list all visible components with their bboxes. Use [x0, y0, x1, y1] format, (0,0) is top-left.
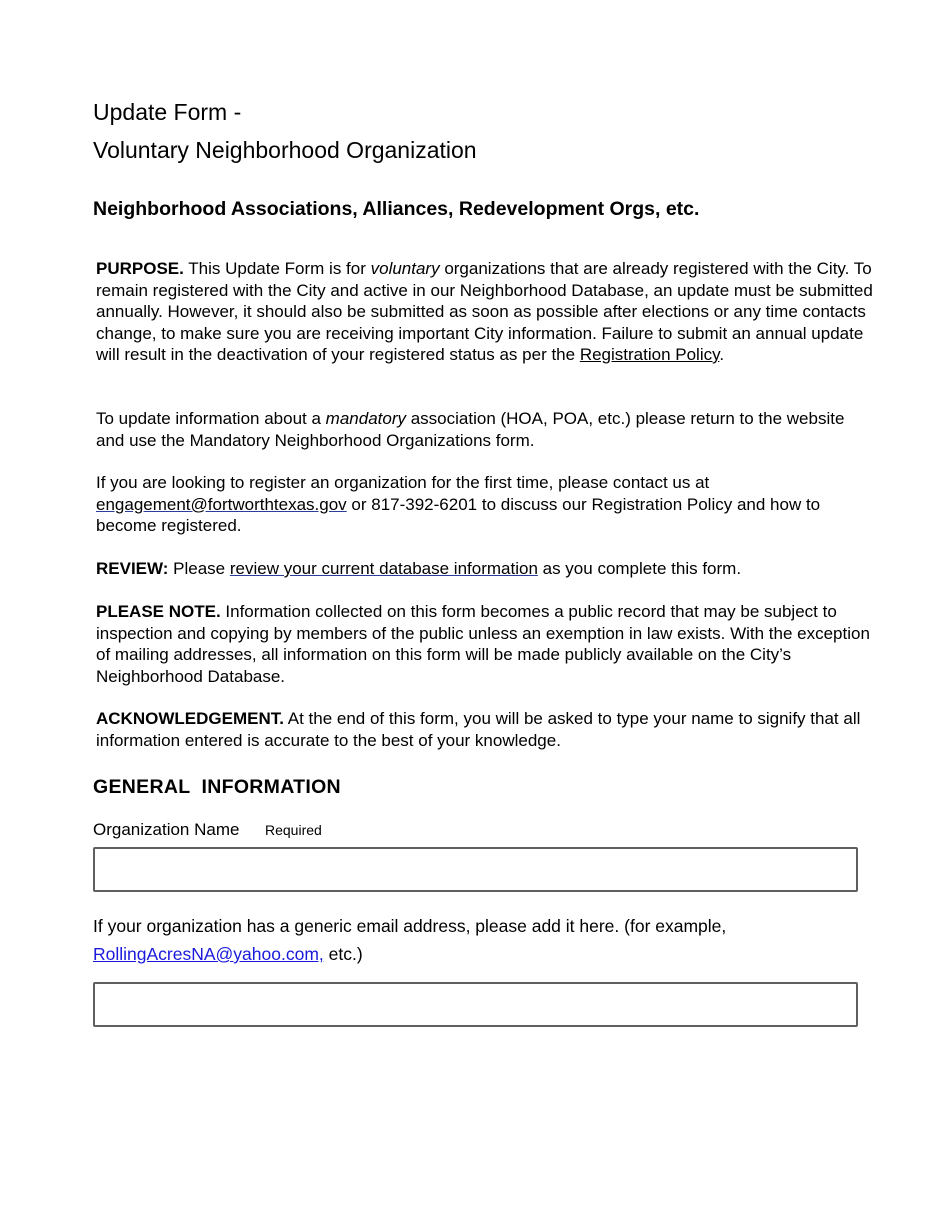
register-text-1: If you are looking to register an organization for the first time, please contact us at — [96, 473, 710, 492]
note-label: PLEASE NOTE. — [96, 602, 221, 621]
review-text-1: Please — [168, 559, 230, 578]
generic-email-prompt — [93, 912, 873, 968]
acknowledgement-text: At the end of this form, you will be asked to type your name to signify that all information entered is accurate to the best of your knowledge. — [96, 709, 861, 750]
purpose-text-3: . — [719, 345, 725, 364]
review-label: REVIEW: — [96, 559, 169, 578]
registration-policy-link[interactable]: Registration Policy — [579, 345, 720, 364]
review-paragraph — [96, 558, 876, 580]
form-title-line-2: Voluntary Neighborhood Organization — [93, 137, 477, 163]
mandatory-text-1: To update information about a — [96, 409, 326, 428]
note-text: Information collected on this form becomes a public record that may be subject to inspection and copying by members of the public unless an exemption in law exists. With the exception of mailing addresses, all information on this form will be made publicly available on the City’s Neighborhood Database. — [96, 602, 870, 686]
general-information-heading: GENERAL INFORMATION — [93, 776, 341, 798]
required-indicator: Required — [265, 822, 322, 838]
register-paragraph — [96, 472, 876, 537]
mandatory-emphasis: mandatory — [325, 409, 406, 428]
email-prompt-text-1: If your organization has a generic email address, please add it here. (for example, — [93, 916, 727, 936]
purpose-paragraph — [96, 258, 876, 366]
mandatory-text-2: association (HOA, POA, etc.) please return to the website and use the Mandatory Neighborhood Organizations form. — [96, 409, 845, 450]
form-subtitle: Neighborhood Associations, Alliances, Redevelopment Orgs, etc. — [93, 198, 700, 220]
organization-name-input[interactable] — [93, 847, 858, 892]
form-title-line-1: Update Form - — [93, 99, 242, 125]
acknowledgement-paragraph — [96, 708, 876, 751]
email-prompt-text-2: etc.) — [323, 944, 363, 964]
register-text-2: or 817-392-6201 to discuss our Registration Policy and how to become registered. — [96, 494, 821, 535]
generic-email-input[interactable] — [93, 982, 858, 1027]
example-email-link[interactable]: RollingAcresNA@yahoo.com, — [93, 944, 324, 964]
note-paragraph — [96, 601, 876, 687]
review-text-2: as you complete this form. — [537, 559, 742, 578]
mandatory-paragraph — [96, 408, 876, 451]
engagement-email-link[interactable]: engagement@fortworthtexas.gov — [96, 494, 347, 514]
purpose-emphasis: voluntary — [370, 259, 440, 278]
purpose-label: PURPOSE. — [96, 259, 184, 278]
purpose-text-2: organizations that are already registered with the City. To remain registered with the City and active in our Neighborhood Database, an update must be submitted annually. However, it should also be submitted as soon as possible after elections or any time contacts change, to make sure you are receiving important City information. Failure to submit an annual update will result in the deactivation of your registered status as per the — [96, 259, 873, 364]
organization-name-label: Organization Name — [93, 820, 240, 839]
review-database-link[interactable]: review your current database information — [229, 559, 538, 578]
acknowledgement-label: ACKNOWLEDGEMENT. — [96, 709, 284, 728]
purpose-text-1: This Update Form is for — [183, 259, 371, 278]
